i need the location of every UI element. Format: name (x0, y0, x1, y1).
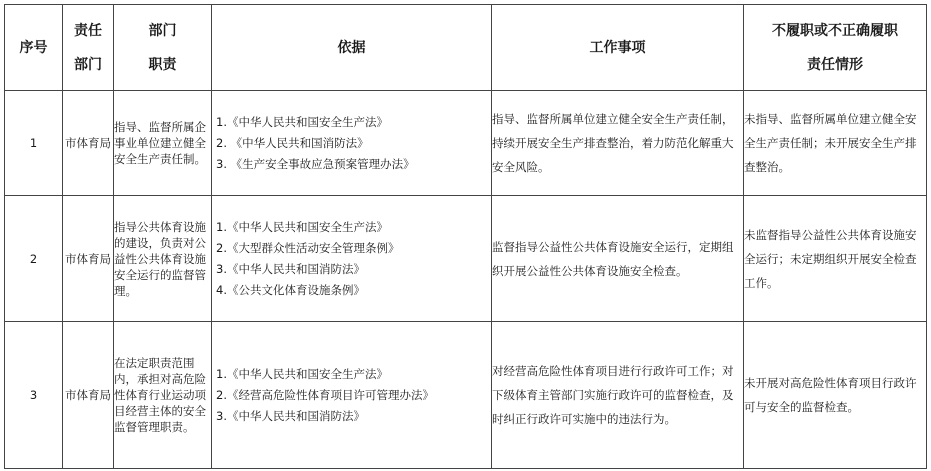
basis-item: 1.《中华人民共和国安全生产法》 (216, 366, 388, 381)
row-number: 1 (5, 91, 63, 196)
header-fail-line2: 责任情形 (807, 56, 863, 73)
row-basis (212, 322, 492, 469)
header-fail-line1: 不履职或不正确履职 (772, 22, 898, 39)
basis-item: 4.《公共文化体育设施条例》 (216, 282, 365, 297)
row-fail: 未指导、监督所属单位建立健全安全生产责任制；未开展安全生产排查整治。 (744, 91, 927, 196)
header-no: 序号 (5, 5, 63, 91)
basis-item: 2.《经营高危险性体育项目许可管理办法》 (216, 387, 434, 402)
row-dept: 市体育局 (63, 91, 114, 196)
header-work: 工作事项 (492, 5, 744, 91)
row-work: 监督指导公益性公共体育设施安全运行，定期组织开展公益性公共体育设施安全检查。 (492, 196, 744, 322)
header-dept-line1: 责任 (74, 22, 102, 39)
row-duty: 在法定职责范围内，承担对高危险性体育行业运动项目经营主体的安全监督管理职责。 (114, 322, 212, 469)
header-duty (114, 5, 212, 91)
header-dept-line2: 部门 (74, 56, 102, 73)
row-fail: 未开展对高危险性体育项目行政许可与安全的监督检查。 (744, 322, 927, 469)
row-duty: 指导、监督所属企事业单位建立健全安全生产责任制。 (114, 91, 212, 196)
header-fail (744, 5, 927, 91)
header-duty-line2: 职责 (148, 56, 177, 73)
row-basis (212, 91, 492, 196)
table-row (5, 196, 927, 322)
header-duty-line1: 部门 (148, 22, 177, 39)
row-basis (212, 196, 492, 322)
row-dept: 市体育局 (63, 196, 114, 322)
table-row (5, 322, 927, 469)
table-row (5, 91, 927, 196)
basis-item: 2. 《中华人民共和国消防法》 (216, 135, 369, 150)
row-work: 对经营高危险性体育项目进行行政许可工作；对下级体育主管部门实施行政许可的监督检查，及时纠正行政许可实施中的违法行为。 (492, 322, 744, 469)
responsibility-table (4, 4, 927, 469)
row-fail: 未监督指导公益性公共体育设施安全运行；未定期组织开展安全检查工作。 (744, 196, 927, 322)
basis-item: 1.《中华人民共和国安全生产法》 (216, 114, 388, 129)
header-row (5, 5, 927, 91)
row-work: 指导、监督所属单位建立健全安全生产责任制，持续开展安全生产排查整治，着力防范化解重大安全风险。 (492, 91, 744, 196)
header-dept (63, 5, 114, 91)
basis-item: 3. 《生产安全事故应急预案管理办法》 (216, 156, 415, 171)
row-number: 2 (5, 196, 63, 322)
basis-item: 2.《大型群众性活动安全管理条例》 (216, 240, 400, 255)
basis-item: 3.《中华人民共和国消防法》 (216, 261, 365, 276)
header-basis: 依据 (212, 5, 492, 91)
row-dept: 市体育局 (63, 322, 114, 469)
row-duty: 指导公共体育设施的建设，负责对公益性公共体育设施安全运行的监督管理。 (114, 196, 212, 322)
basis-item: 3.《中华人民共和国消防法》 (216, 408, 365, 423)
row-number: 3 (5, 322, 63, 469)
basis-item: 1.《中华人民共和国安全生产法》 (216, 219, 388, 234)
